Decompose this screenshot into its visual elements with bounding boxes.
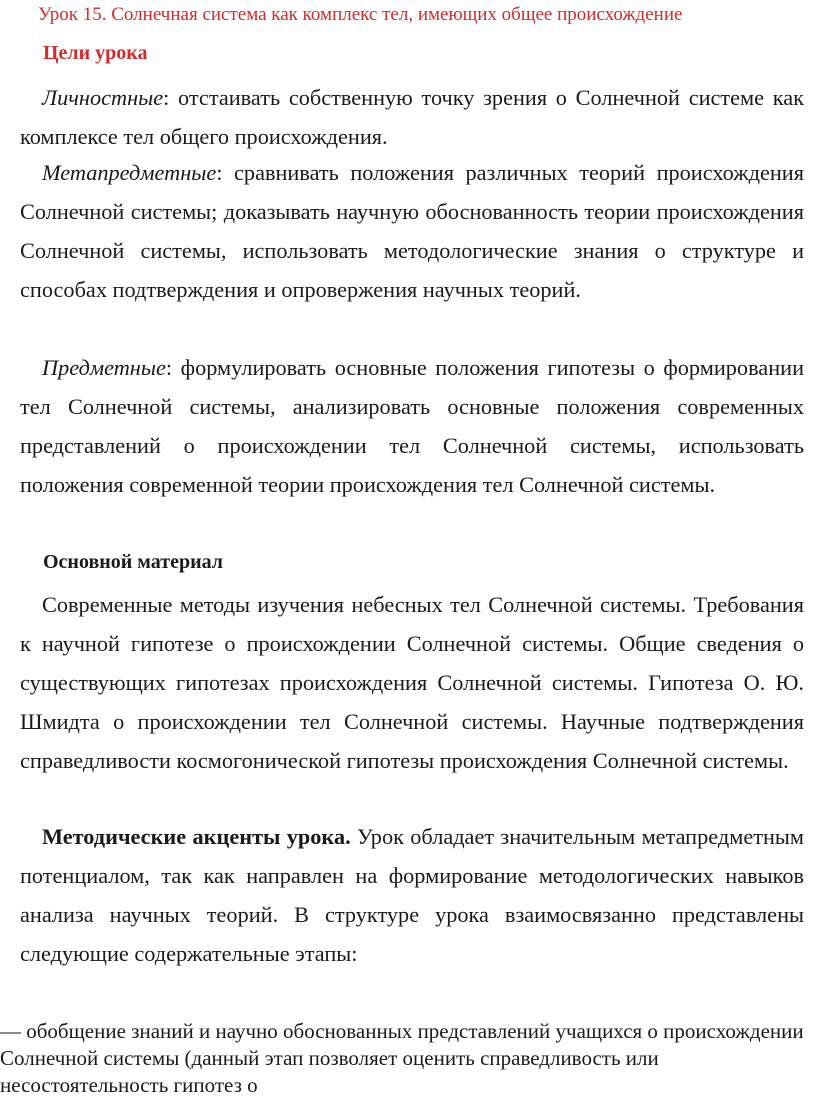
- goals-heading: Цели урока: [43, 42, 148, 64]
- metasubject-goals-text: : сравнивать положения различных теорий происхождения Солнечной системы; доказывать научную обоснованность теории происхождения Солнечной системы, использовать методологические знания о структуре и способах подтверждения и опровержения научных теорий.: [20, 160, 804, 302]
- main-material-paragraph: Современные методы изучения небесных тел Солнечной системы. Требования к научной гипотезе о происхождении Солнечной системы. Общие сведения о существующих гипотезах происхождения Солнечной системы. Гипотеза О. Ю. Шмидта о происхождении тел Солнечной системы. Научные подтверждения справедливости космогонической гипотезы происхождения Солнечной системы.: [20, 592, 804, 773]
- personal-goals-paragraph: [20, 78, 804, 156]
- personal-goals-text: : отстаивать собственную точку зрения о Солнечной системе как комплексе тел общего происхождения.: [20, 85, 804, 149]
- metasubject-goals-label: Метапредметные: [42, 160, 217, 185]
- method-accents-label: Методические акценты урока.: [42, 824, 351, 849]
- subject-goals-text: : формулировать основные положения гипотезы о формировании тел Солнечной системы, анализировать основные положения современных представлений о происхождении тел Солнечной системы, использовать положения современной теории происхождения тел Солнечной системы.: [20, 355, 804, 497]
- main-material-heading: Основной материал: [43, 551, 224, 573]
- subject-goals-label: Предметные: [42, 355, 166, 380]
- method-accents-paragraph: [20, 817, 804, 973]
- stage-one-paragraph: — обобщение знаний и научно обоснованных представлений учащихся о происхождении Солнечной системы (данный этап позволяет оценить справедливость или несостоятельность гипотез о: [0, 1019, 804, 1097]
- lesson-title: Урок 15. Солнечная система как комплекс тел, имеющих общее происхождение: [38, 4, 683, 25]
- subject-goals-paragraph: [20, 348, 804, 504]
- metasubject-goals-paragraph: [20, 153, 804, 309]
- personal-goals-label: Личностные: [42, 85, 164, 110]
- method-accents-text: Урок обладает значительным метапредметным потенциалом, так как направлен на формирование методологических навыков анализа научных теорий. В структуре урока взаимосвязанно представлены следующие содержательные этапы:: [20, 824, 804, 966]
